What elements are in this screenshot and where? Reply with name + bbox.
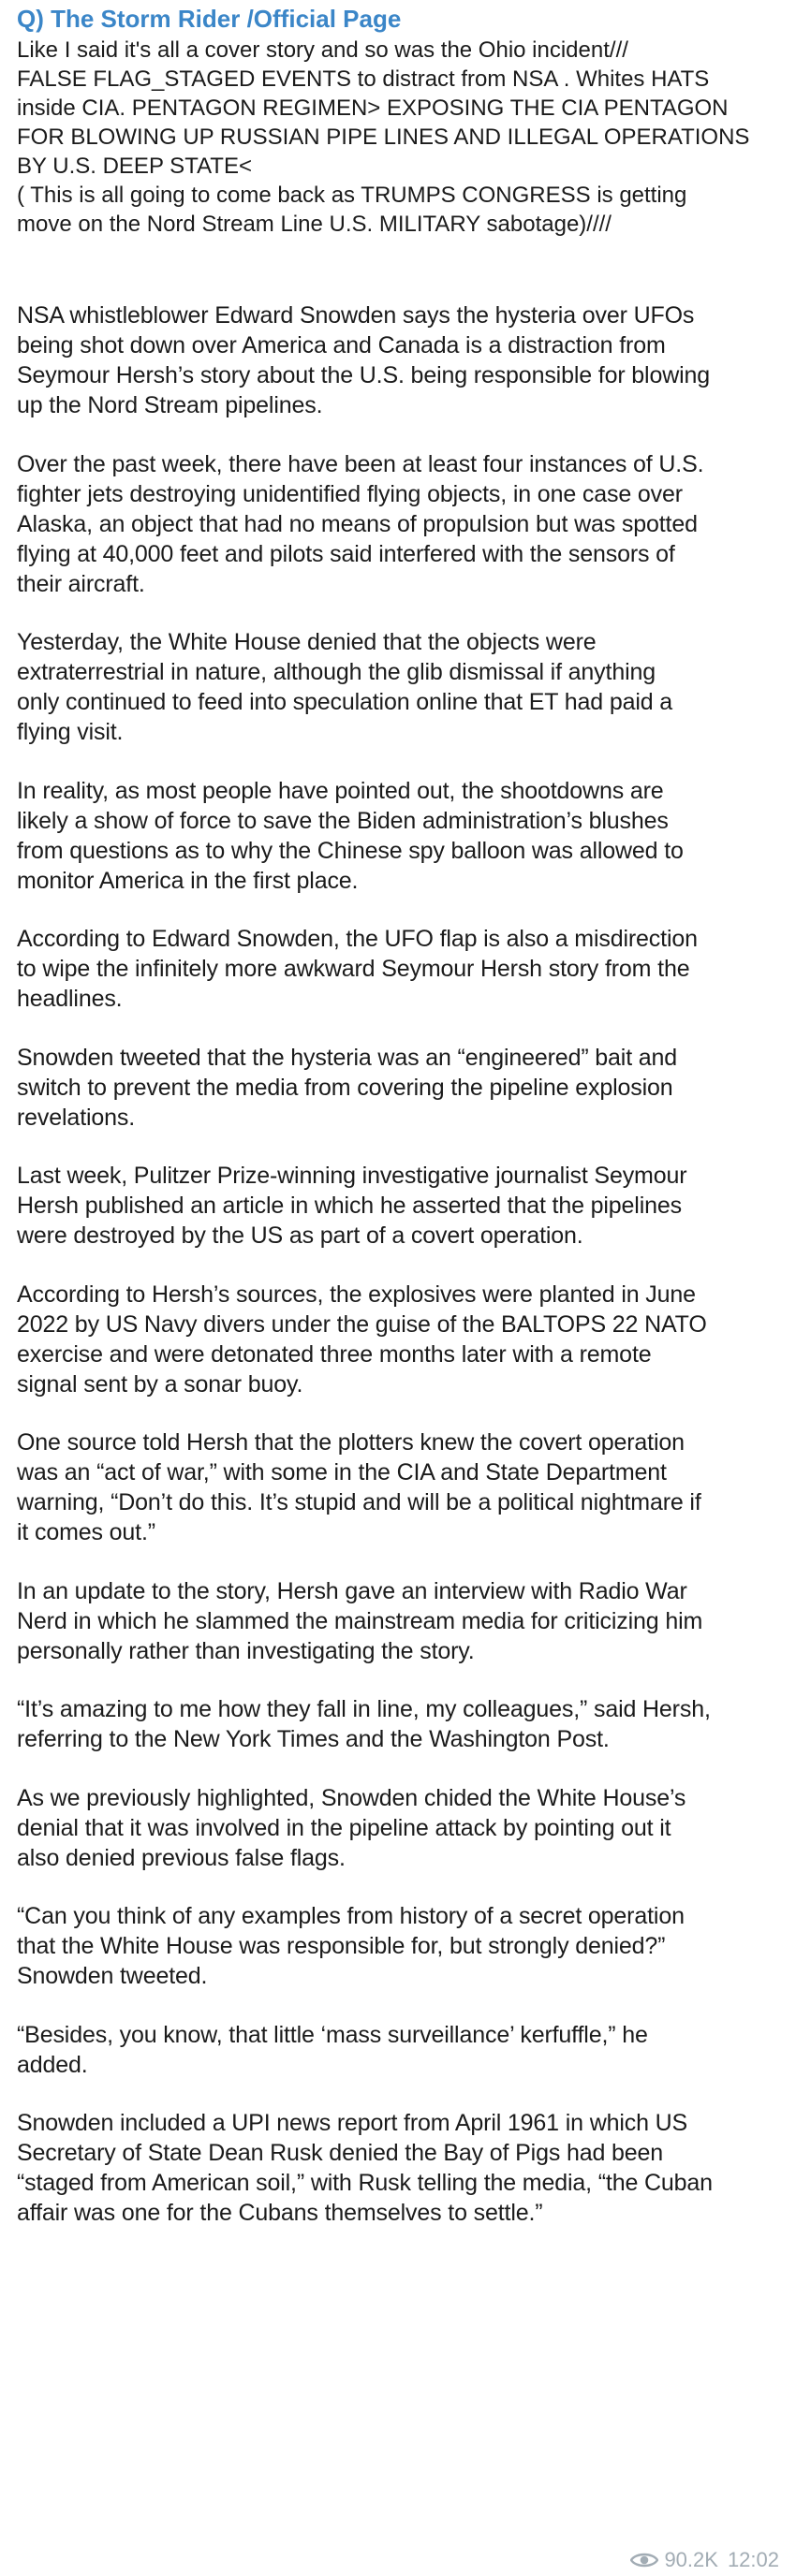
paragraph-line: According to Hersh’s sources, the explosives were planted in June	[17, 1281, 696, 1308]
paragraph-line: also denied previous false flags.	[17, 1844, 346, 1871]
article-paragraph	[17, 1901, 779, 1991]
article-paragraph	[17, 1280, 779, 1399]
paragraph-line: flying at 40,000 feet and pilots said interfered with the sensors of	[17, 540, 675, 567]
paragraph-line: Secretary of State Dean Rusk denied the Bay of Pigs had been	[17, 2140, 664, 2166]
message-footer	[630, 2548, 779, 2572]
article-paragraph	[17, 1576, 779, 1666]
paragraph-line: In reality, as most people have pointed out, the shootdowns are	[17, 777, 664, 804]
article-paragraph	[17, 1694, 779, 1754]
paragraph-line: exercise and were detonated three months later with a remote	[17, 1340, 652, 1368]
paragraph-line: Last week, Pulitzer Prize-winning investigative journalist Seymour	[17, 1163, 687, 1189]
intro-text	[17, 36, 779, 239]
paragraph-line: “Can you think of any examples from history of a secret operation	[17, 1903, 685, 1929]
intro-line: move on the Nord Stream Line U.S. MILITARY sabotage)////	[17, 212, 612, 237]
paragraph-line: switch to prevent the media from covering the pipeline explosion	[17, 1074, 673, 1101]
article-body	[17, 300, 779, 2228]
paragraph-line: As we previously highlighted, Snowden chided the White House’s	[17, 1784, 686, 1811]
intro-line: Like I said it's all a cover story and so was the Ohio incident///	[17, 37, 628, 63]
paragraph-line: Snowden tweeted that the hysteria was an “engineered” bait and	[17, 1044, 678, 1071]
paragraph-line: “staged from American soil,” with Rusk telling the media, “the Cuban	[17, 2170, 713, 2196]
paragraph-line: Nerd in which he slammed the mainstream media for criticizing him	[17, 1607, 703, 1634]
article-paragraph	[17, 2108, 779, 2228]
article-paragraph	[17, 1161, 779, 1251]
paragraph-line: headlines.	[17, 986, 123, 1012]
paragraph-line: Seymour Hersh’s story about the U.S. being responsible for blowing	[17, 362, 711, 388]
paragraph-line: referring to the New York Times and the Washington Post.	[17, 1726, 610, 1752]
paragraph-line: warning, “Don’t do this. It’s stupid and will be a political nightmare if	[17, 1489, 701, 1515]
paragraph-line: fighter jets destroying unidentified flying objects, in one case over	[17, 480, 683, 507]
article-paragraph	[17, 924, 779, 1014]
paragraph-line: Alaska, an object that had no means of propulsion but was spotted	[17, 510, 698, 537]
paragraph-line: likely a show of force to save the Biden administration’s blushes	[17, 807, 669, 834]
article-paragraph	[17, 1043, 779, 1133]
article-paragraph	[17, 449, 779, 599]
paragraph-line: that the White House was responsible for, but strongly denied?”	[17, 1933, 666, 1959]
intro-line: BY U.S. DEEP STATE<	[17, 154, 252, 179]
spacer	[17, 239, 779, 300]
paragraph-line: extraterrestrial in nature, although the glib dismissal if anything	[17, 659, 656, 685]
paragraph-line: personally rather than investigating the story.	[17, 1637, 475, 1664]
paragraph-line: Hersh published an article in which he asserted that the pipelines	[17, 1193, 682, 1219]
paragraph-line: Over the past week, there have been at least four instances of U.S.	[17, 450, 704, 477]
paragraph-line: In an update to the story, Hersh gave an interview with Radio War	[17, 1577, 687, 1604]
paragraph-line: Yesterday, the White House denied that the objects were	[17, 629, 597, 655]
paragraph-line: flying visit.	[17, 719, 124, 745]
paragraph-line: affair was one for the Cubans themselves to settle.”	[17, 2200, 543, 2226]
article-paragraph	[17, 1427, 779, 1547]
paragraph-line: their aircraft.	[17, 570, 145, 597]
paragraph-line: revelations.	[17, 1104, 136, 1131]
paragraph-line: it comes out.”	[17, 1519, 155, 1545]
paragraph-line: being shot down over America and Canada is a distraction from	[17, 332, 666, 359]
message-time: 12:02	[727, 2548, 779, 2571]
paragraph-line: “Besides, you know, that little ‘mass surveillance’ kerfuffle,” he	[17, 2021, 648, 2048]
paragraph-line: According to Edward Snowden, the UFO flap is also a misdirection	[17, 926, 698, 952]
paragraph-line: were destroyed by the US as part of a covert operation.	[17, 1222, 583, 1249]
paragraph-line: was an “act of war,” with some in the CIA and State Department	[17, 1459, 667, 1486]
paragraph-line: denial that it was involved in the pipeline attack by pointing out it	[17, 1814, 671, 1841]
paragraph-line: monitor America in the first place.	[17, 867, 359, 894]
intro-line: FALSE FLAG_STAGED EVENTS to distract from NSA . Whites HATS	[17, 66, 710, 92]
paragraph-line: up the Nord Stream pipelines.	[17, 392, 323, 418]
paragraph-line: One source told Hersh that the plotters knew the covert operation	[17, 1429, 685, 1456]
paragraph-line: Snowden tweeted.	[17, 1963, 208, 1989]
intro-line: FOR BLOWING UP RUSSIAN PIPE LINES AND ILLEGAL OPERATIONS	[17, 124, 750, 150]
paragraph-line: signal sent by a sonar buoy.	[17, 1370, 303, 1398]
eye-icon	[630, 2551, 658, 2569]
paragraph-line: Snowden included a UPI news report from April 1961 in which US	[17, 2110, 688, 2136]
view-count	[630, 2548, 718, 2572]
paragraph-line: NSA whistleblower Edward Snowden says the hysteria over UFOs	[17, 302, 695, 329]
article-paragraph	[17, 300, 779, 420]
channel-name-link[interactable]: Q) The Storm Rider /Official Page	[17, 5, 402, 33]
view-count-value: 90.2K	[664, 2548, 718, 2571]
paragraph-line: to wipe the infinitely more awkward Seymour Hersh story from the	[17, 956, 690, 982]
article-paragraph	[17, 1783, 779, 1873]
paragraph-line: only continued to feed into speculation online that ET had paid a	[17, 689, 673, 715]
article-paragraph	[17, 2020, 779, 2080]
paragraph-line: 2022 by US Navy divers under the guise of the BALTOPS 22 NATO	[17, 1310, 707, 1338]
intro-line: inside CIA. PENTAGON REGIMEN> EXPOSING THE CIA PENTAGON	[17, 95, 729, 121]
article-paragraph	[17, 776, 779, 896]
intro-line: ( This is all going to come back as TRUMPS CONGRESS is getting	[17, 183, 687, 208]
paragraph-line: “It’s amazing to me how they fall in line, my colleagues,” said Hersh,	[17, 1696, 711, 1722]
paragraph-line: from questions as to why the Chinese spy balloon was allowed to	[17, 837, 684, 864]
article-paragraph	[17, 627, 779, 747]
paragraph-line: added.	[17, 2051, 88, 2078]
